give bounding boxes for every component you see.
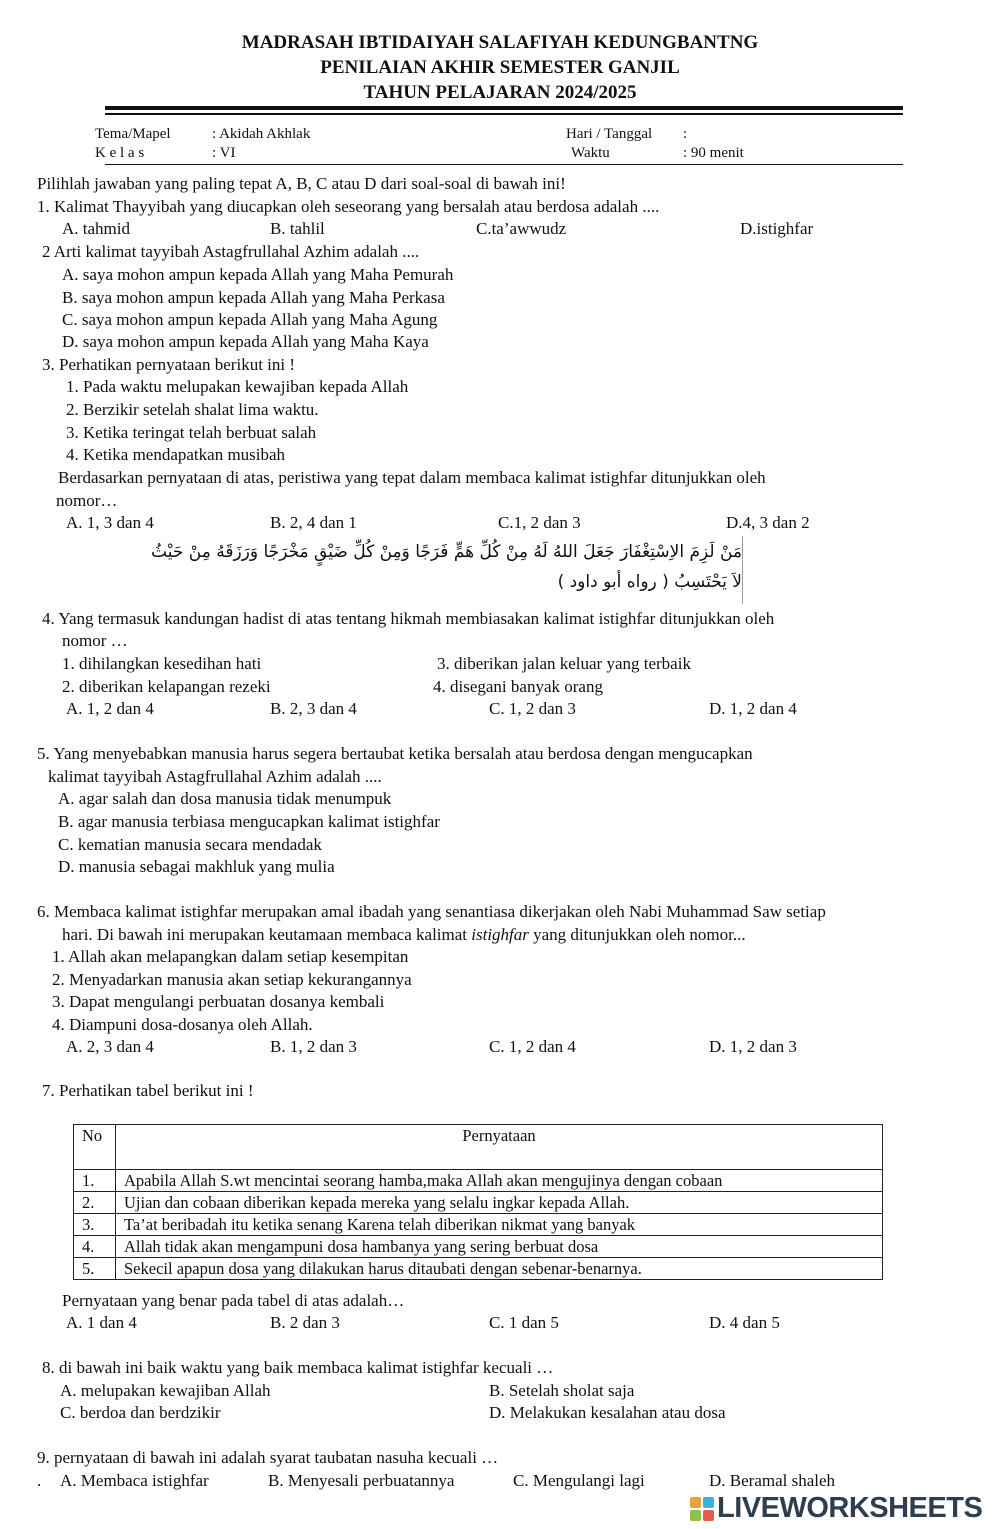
q8-option-c[interactable]: C. berdoa dan berdzikir — [60, 1403, 221, 1422]
q2-option-a[interactable]: A. saya mohon ampun kepada Allah yang Maha Pemurah — [62, 265, 454, 284]
table-row — [74, 1192, 883, 1214]
q6-option-b[interactable]: B. 1, 2 dan 3 — [270, 1037, 357, 1056]
q5-option-d[interactable]: D. manusia sebagai makhluk yang mulia — [58, 857, 335, 876]
table-cell-no: 1. — [74, 1170, 116, 1192]
q1-option-d[interactable]: D.istighfar — [740, 219, 814, 238]
hadith-line-1: مَنْ لَزِمَ الاِسْتِغْفَارَ جَعَلَ اللهُ لَهُ مِنْ كُلِّ هَمٍّ فَرَجًا وَمِنْ كُلِّ ضَيْقٍ مَخْرَجًا وَرَزَقَهُ مِنْ حَيْثُ — [151, 542, 742, 562]
q4-text-line2: nomor … — [62, 631, 128, 650]
q4-text-line1: 4. Yang termasuk kandungan hadist di atas tentang hikmah membiasakan kalimat istighfar ditunjukkan oleh — [42, 609, 775, 628]
q9-leading-dot: . — [37, 1471, 42, 1490]
q6-option-c[interactable]: C. 1, 2 dan 4 — [489, 1037, 576, 1056]
q7-prompt: Pernyataan yang benar pada tabel di atas adalah… — [62, 1291, 405, 1310]
q2-option-c[interactable]: C. saya mohon ampun kepada Allah yang Maha Agung — [62, 310, 438, 329]
q6-text-line1: 6. Membaca kalimat istighfar merupakan amal ibadah yang senantiasa dikerjakan oleh Nabi Muhammad Saw setiap — [37, 902, 826, 921]
logo-square-4 — [703, 1510, 714, 1521]
logo-square-3 — [690, 1510, 701, 1521]
q3-option-b[interactable]: B. 2, 4 dan 1 — [270, 513, 357, 532]
q8-option-d[interactable]: D. Melakukan kesalahan atau dosa — [489, 1403, 726, 1422]
waktu-value: : 90 menit — [683, 145, 744, 161]
table-cell-statement: Ta’at beribadah itu ketika senang Karena telah diberikan nikmat yang banyak — [116, 1214, 883, 1236]
tema-value: : Akidah Akhlak — [212, 126, 311, 142]
q4-option-a[interactable]: A. 1, 2 dan 4 — [66, 699, 154, 718]
q1-option-b[interactable]: B. tahlil — [270, 219, 325, 238]
hadith-text — [112, 537, 742, 603]
q6-text-line2-start: hari. Di bawah ini merupakan keutamaan membaca kalimat — [62, 925, 472, 944]
logo-square-2 — [703, 1497, 714, 1508]
tema-label: Tema/Mapel — [95, 126, 171, 142]
table-row — [74, 1236, 883, 1258]
q9-option-d[interactable]: D. Beramal shaleh — [709, 1471, 836, 1490]
q9-option-a[interactable]: A. Membaca istighfar — [60, 1471, 209, 1490]
q9-text: 9. pernyataan di bawah ini adalah syarat taubatan nasuha kecuali … — [37, 1448, 499, 1467]
q3-statement-1: 1. Pada waktu melupakan kewajiban kepada Allah — [66, 377, 409, 396]
q6-text-line2-italic: istighfar — [471, 925, 529, 944]
q3-statement-2: 2. Berzikir setelah shalat lima waktu. — [66, 400, 319, 419]
q4-statement-2: 2. diberikan kelapangan rezeki — [62, 677, 271, 696]
table-cell-no: 2. — [74, 1192, 116, 1214]
logo-square-1 — [690, 1497, 701, 1508]
header-thin-rule — [105, 113, 903, 115]
q3-option-c[interactable]: C.1, 2 dan 3 — [498, 513, 581, 532]
q7-option-b[interactable]: B. 2 dan 3 — [270, 1313, 340, 1332]
q3-text: 3. Perhatikan pernyataan berikut ini ! — [42, 355, 296, 374]
q1-text: 1. Kalimat Thayyibah yang diucapkan oleh seseorang yang bersalah atau berdosa adalah .... — [37, 197, 660, 216]
table-row — [74, 1214, 883, 1236]
info-rule — [105, 164, 903, 165]
q3-option-a[interactable]: A. 1, 3 dan 4 — [66, 513, 154, 532]
hadith-frame-edge — [742, 536, 743, 604]
hari-label: Hari / Tanggal — [566, 126, 653, 142]
table-header-no: No — [74, 1125, 116, 1170]
q7-option-a[interactable]: A. 1 dan 4 — [66, 1313, 137, 1332]
table-header-row — [74, 1125, 883, 1170]
q5-text-line2: kalimat tayyibah Astagfrullahal Azhim adalah .... — [48, 767, 382, 786]
q2-option-d[interactable]: D. saya mohon ampun kepada Allah yang Maha Kaya — [62, 332, 429, 351]
q7-text: 7. Perhatikan tabel berikut ini ! — [42, 1081, 254, 1100]
q3-statement-4: 4. Ketika mendapatkan musibah — [66, 445, 286, 464]
table-cell-statement: Ujian dan cobaan diberikan kepada mereka yang selalu ingkar kepada Allah. — [116, 1192, 883, 1214]
q4-statement-4: 4. disegani banyak orang — [433, 677, 603, 696]
instruction: Pilihlah jawaban yang paling tepat A, B, C atau D dari soal-soal di bawah ini! — [37, 174, 566, 193]
q7-option-c[interactable]: C. 1 dan 5 — [489, 1313, 559, 1332]
statement-table — [73, 1124, 883, 1280]
exam-title: PENILAIAN AKHIR SEMESTER GANJIL — [320, 57, 680, 78]
q6-statement-2: 2. Menyadarkan manusia akan setiap kekurangannya — [52, 970, 412, 989]
q4-statement-1: 1. dihilangkan kesedihan hati — [62, 654, 262, 673]
table-cell-statement: Apabila Allah S.wt mencintai seorang hamba,maka Allah akan mengujinya dengan cobaan — [116, 1170, 883, 1192]
table-cell-no: 5. — [74, 1258, 116, 1280]
table-row — [74, 1258, 883, 1280]
q4-statement-3: 3. diberikan jalan keluar yang terbaik — [437, 654, 691, 673]
q3-option-d[interactable]: D.4, 3 dan 2 — [726, 513, 810, 532]
q6-option-d[interactable]: D. 1, 2 dan 3 — [709, 1037, 797, 1056]
q6-statement-3: 3. Dapat mengulangi perbuatan dosanya kembali — [52, 992, 385, 1011]
waktu-label: Waktu — [571, 145, 610, 161]
q4-option-b[interactable]: B. 2, 3 dan 4 — [270, 699, 357, 718]
q6-statement-1: 1. Allah akan melapangkan dalam setiap kesempitan — [52, 947, 409, 966]
q4-option-c[interactable]: C. 1, 2 dan 3 — [489, 699, 576, 718]
q6-text-line2 — [62, 925, 746, 945]
q3-prompt-line2: nomor… — [56, 491, 118, 510]
hadith-line-2: لاَ يَحْتَسِبُ ( رواه أبو داود ) — [557, 572, 742, 592]
q2-text: 2 Arti kalimat tayyibah Astagfrullahal Azhim adalah .... — [42, 242, 420, 261]
q9-option-b[interactable]: B. Menyesali perbuatannya — [268, 1471, 455, 1490]
table-cell-statement: Sekecil apapun dosa yang dilakukan harus ditaubati dengan sebenar-benarnya. — [116, 1258, 883, 1280]
q6-statement-4: 4. Diampuni dosa-dosanya oleh Allah. — [52, 1015, 313, 1034]
q5-option-b[interactable]: B. agar manusia terbiasa mengucapkan kalimat istighfar — [58, 812, 440, 831]
liveworksheets-wordmark: LIVEWORKSHEETS — [717, 1492, 983, 1524]
q1-option-c[interactable]: C.ta’awwudz — [476, 219, 567, 238]
q9-option-c[interactable]: C. Mengulangi lagi — [513, 1471, 645, 1490]
q1-option-a[interactable]: A. tahmid — [62, 219, 130, 238]
q3-statement-3: 3. Ketika teringat telah berbuat salah — [66, 423, 317, 442]
q8-text: 8. di bawah ini baik waktu yang baik membaca kalimat istighfar kecuali … — [42, 1358, 554, 1377]
header-double-rule — [105, 106, 903, 110]
q5-option-a[interactable]: A. agar salah dan dosa manusia tidak menumpuk — [58, 789, 392, 808]
q8-option-b[interactable]: B. Setelah sholat saja — [489, 1381, 635, 1400]
q2-option-b[interactable]: B. saya mohon ampun kepada Allah yang Maha Perkasa — [62, 288, 445, 307]
q6-text-line2-end: yang ditunjukkan oleh nomor... — [528, 925, 746, 944]
table-cell-statement: Allah tidak akan mengampuni dosa hambanya yang sering berbuat dosa — [116, 1236, 883, 1258]
school-year: TAHUN PELAJARAN 2024/2025 — [363, 82, 637, 103]
liveworksheets-logo[interactable] — [690, 1492, 982, 1525]
q4-option-d[interactable]: D. 1, 2 dan 4 — [709, 699, 797, 718]
q5-text-line1: 5. Yang menyebabkan manusia harus segera bertaubat ketika bersalah atau berdosa dengan mengucapkan — [37, 744, 753, 763]
q7-option-d[interactable]: D. 4 dan 5 — [709, 1313, 780, 1332]
table-row — [74, 1170, 883, 1192]
kelas-label: K e l a s — [95, 145, 145, 161]
q3-prompt-line1: Berdasarkan pernyataan di atas, peristiwa yang tepat dalam membaca kalimat istighfar ditunjukkan oleh — [58, 468, 766, 487]
kelas-value: : VI — [212, 145, 236, 161]
table-cell-no: 3. — [74, 1214, 116, 1236]
hari-value: : — [683, 126, 688, 142]
liveworksheets-grid-icon — [690, 1497, 714, 1521]
q8-option-a[interactable]: A. melupakan kewajiban Allah — [60, 1381, 271, 1400]
table-cell-no: 4. — [74, 1236, 116, 1258]
table-header-statement: Pernyataan — [116, 1125, 883, 1170]
q6-option-a[interactable]: A. 2, 3 dan 4 — [66, 1037, 154, 1056]
school-title: MADRASAH IBTIDAIYAH SALAFIYAH KEDUNGBANTNG — [241, 32, 759, 53]
q5-option-c[interactable]: C. kematian manusia secara mendadak — [58, 835, 322, 854]
